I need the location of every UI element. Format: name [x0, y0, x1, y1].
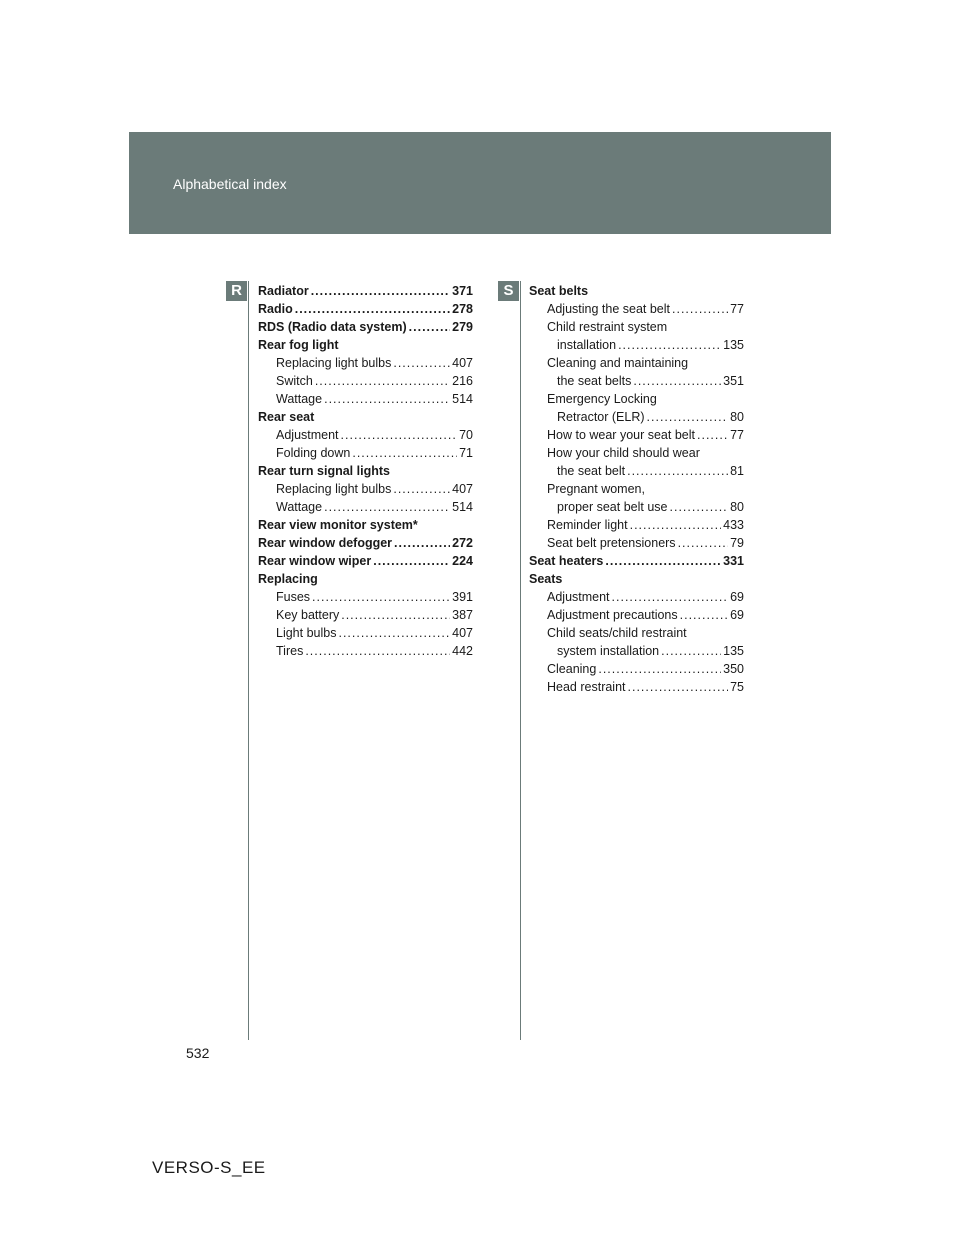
leader-dots: [630, 516, 722, 534]
index-entry-page: 80: [730, 410, 744, 424]
index-entry-page: 69: [730, 608, 744, 622]
index-entry-text: Rear window wiper: [258, 554, 372, 568]
index-entry-text: Seat heaters: [529, 554, 604, 568]
column-divider-right: [520, 281, 521, 1040]
index-entry-page: 77: [730, 428, 744, 442]
index-entry-page: 70: [459, 428, 473, 442]
index-entry: [258, 624, 473, 642]
index-entry: [258, 462, 473, 480]
index-entry: [529, 642, 744, 660]
index-entry-text: Retractor (ELR): [557, 410, 645, 424]
index-entry-page: 387: [452, 608, 473, 622]
leader-dots: [678, 534, 729, 552]
index-entry: [529, 408, 744, 426]
index-entry-text: Replacing: [258, 572, 318, 586]
leader-dots: [661, 642, 721, 660]
index-entry: [529, 624, 744, 642]
index-entry-text: Pregnant women,: [547, 482, 645, 496]
leader-dots: [680, 606, 728, 624]
index-entry-page: 407: [452, 626, 473, 640]
leader-dots: [315, 372, 450, 390]
index-entry-page: 371: [452, 284, 473, 298]
index-entry-text: Light bulbs: [276, 626, 337, 640]
index-entry-page: 71: [459, 446, 473, 460]
index-entry-page: 351: [723, 374, 744, 388]
leader-dots: [324, 498, 450, 516]
column-divider-left: [248, 281, 249, 1040]
index-entry-text: Child seats/child restraint: [547, 626, 687, 640]
index-entry-page: 216: [452, 374, 473, 388]
index-entry: [529, 552, 744, 570]
index-entry-text: RDS (Radio data system): [258, 320, 407, 334]
index-entry-page: 433: [723, 518, 744, 532]
index-entry-text: Fuses: [276, 590, 311, 604]
leader-dots: [341, 606, 450, 624]
index-entry-text: Adjustment precautions: [547, 608, 678, 622]
index-entry-page: 350: [723, 662, 744, 676]
index-entry: [258, 606, 473, 624]
index-entry: [258, 318, 473, 336]
index-entry-text: Wattage: [276, 500, 323, 514]
leader-dots: [605, 552, 721, 570]
index-entry-page: 407: [452, 482, 473, 496]
index-entry: [258, 444, 473, 462]
index-entry: [529, 354, 744, 372]
index-entry-text: Cleaning and maintaining: [547, 356, 689, 370]
index-entry-text: Rear seat: [258, 410, 315, 424]
leader-dots: [670, 498, 729, 516]
index-entry: [258, 534, 473, 552]
index-column-r: [258, 282, 473, 660]
index-entry-text: Tires: [276, 644, 304, 658]
index-entry-text: Seats: [529, 572, 563, 586]
page-number: 532: [186, 1045, 210, 1061]
index-entry: [258, 336, 473, 354]
index-entry: [529, 480, 744, 498]
leader-dots: [628, 678, 729, 696]
index-entry-page: 272: [452, 536, 473, 550]
index-entry: [258, 642, 473, 660]
leader-dots: [672, 300, 728, 318]
leader-dots: [352, 444, 457, 462]
index-entry: [258, 570, 473, 588]
index-entry: [258, 408, 473, 426]
index-entry: [258, 588, 473, 606]
leader-dots: [697, 426, 728, 444]
index-entry-text: How your child should wear: [547, 446, 700, 460]
section-letter-s: S: [498, 281, 519, 301]
index-entry: [529, 678, 744, 696]
page-title: Alphabetical index: [173, 176, 287, 192]
index-entry: [529, 282, 744, 300]
index-entry-text: Wattage: [276, 392, 323, 406]
index-entry-text: Rear view monitor system*: [258, 518, 418, 532]
index-entry-text: proper seat belt use: [557, 500, 668, 514]
index-entry-page: 75: [730, 680, 744, 694]
index-entry: [529, 336, 744, 354]
leader-dots: [394, 534, 450, 552]
index-entry: [529, 318, 744, 336]
index-entry: [529, 390, 744, 408]
index-entry-page: 391: [452, 590, 473, 604]
index-entry-text: system installation: [557, 644, 660, 658]
index-entry-page: 278: [452, 302, 473, 316]
index-entry: [258, 552, 473, 570]
index-entry: [529, 516, 744, 534]
index-entry: [529, 570, 744, 588]
index-entry: [529, 588, 744, 606]
index-entry-text: Rear turn signal lights: [258, 464, 390, 478]
leader-dots: [633, 372, 721, 390]
leader-dots: [373, 552, 450, 570]
index-entry-page: 514: [452, 392, 473, 406]
index-entry: [529, 426, 744, 444]
leader-dots: [627, 462, 728, 480]
index-entry: [529, 444, 744, 462]
index-entry: [258, 282, 473, 300]
index-entry-page: 77: [730, 302, 744, 316]
index-entry: [529, 300, 744, 318]
index-entry: [258, 300, 473, 318]
leader-dots: [338, 624, 450, 642]
index-entry-text: Replacing light bulbs: [276, 356, 392, 370]
index-entry-text: Replacing light bulbs: [276, 482, 392, 496]
index-entry-text: the seat belt: [557, 464, 626, 478]
index-entry: [529, 606, 744, 624]
index-entry-text: Reminder light: [547, 518, 628, 532]
leader-dots: [393, 480, 450, 498]
index-entry: [529, 534, 744, 552]
index-entry: [529, 372, 744, 390]
index-entry-page: 331: [723, 554, 744, 568]
index-entry-page: 279: [452, 320, 473, 334]
index-entry-text: Adjusting the seat belt: [547, 302, 670, 316]
index-entry-text: Head restraint: [547, 680, 626, 694]
index-entry-text: Adjustment: [547, 590, 610, 604]
index-entry-page: 224: [452, 554, 473, 568]
index-entry-text: Radiator: [258, 284, 309, 298]
index-entry-text: Rear window defogger: [258, 536, 393, 550]
leader-dots: [618, 336, 721, 354]
index-entry-page: 135: [723, 644, 744, 658]
leader-dots: [612, 588, 729, 606]
index-entry-text: How to wear your seat belt: [547, 428, 695, 442]
leader-dots: [305, 642, 450, 660]
index-entry-text: Switch: [276, 374, 313, 388]
index-entry-page: 514: [452, 500, 473, 514]
index-entry-text: Emergency Locking: [547, 392, 657, 406]
header-bar: [129, 132, 831, 234]
index-entry-text: Rear fog light: [258, 338, 339, 352]
index-entry-page: 81: [730, 464, 744, 478]
leader-dots: [311, 282, 450, 300]
index-entry-page: 80: [730, 500, 744, 514]
index-entry-text: Seat belts: [529, 284, 589, 298]
index-entry: [529, 462, 744, 480]
index-entry-text: Radio: [258, 302, 293, 316]
index-entry-text: the seat belts: [557, 374, 632, 388]
index-entry-page: 135: [723, 338, 744, 352]
index-entry-text: Folding down: [276, 446, 351, 460]
leader-dots: [598, 660, 721, 678]
index-entry: [258, 516, 473, 534]
index-entry: [258, 426, 473, 444]
leader-dots: [409, 318, 450, 336]
index-entry: [529, 498, 744, 516]
index-entry-text: Child restraint system: [547, 320, 668, 334]
index-entry-page: 407: [452, 356, 473, 370]
index-entry: [529, 660, 744, 678]
index-entry-page: 79: [730, 536, 744, 550]
document-code: VERSO-S_EE: [152, 1158, 266, 1177]
index-entry: [258, 354, 473, 372]
index-column-s: [529, 282, 744, 696]
index-entry-text: Cleaning: [547, 662, 597, 676]
index-entry-text: Adjustment: [276, 428, 339, 442]
index-entry: [258, 390, 473, 408]
index-entry-text: Key battery: [276, 608, 340, 622]
leader-dots: [647, 408, 729, 426]
index-entry: [258, 372, 473, 390]
section-letter-r: R: [226, 281, 247, 301]
index-entry-text: installation: [557, 338, 617, 352]
leader-dots: [295, 300, 450, 318]
index-entry-text: Seat belt pretensioners: [547, 536, 676, 550]
leader-dots: [341, 426, 458, 444]
index-entry-page: 442: [452, 644, 473, 658]
index-entry: [258, 480, 473, 498]
leader-dots: [312, 588, 450, 606]
leader-dots: [324, 390, 450, 408]
index-entry-page: 69: [730, 590, 744, 604]
leader-dots: [393, 354, 450, 372]
index-entry: [258, 498, 473, 516]
